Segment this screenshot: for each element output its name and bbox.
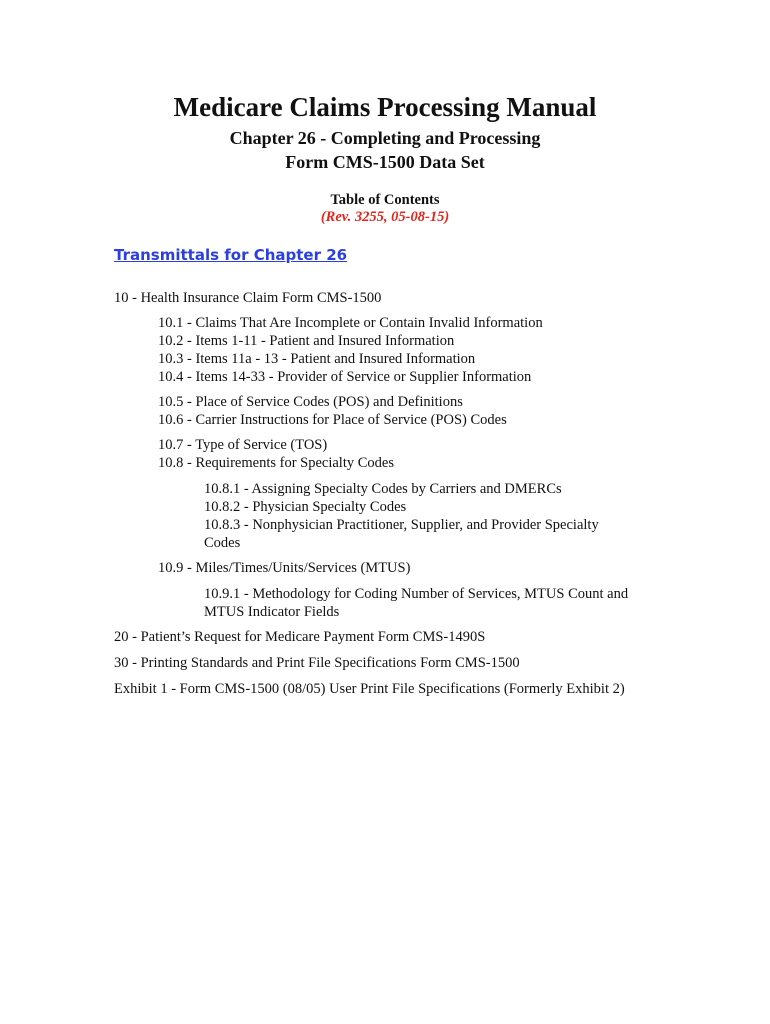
toc-entry-10[interactable]: 10 - Health Insurance Claim Form CMS-1500	[114, 290, 382, 306]
toc-entry-exhibit-1[interactable]: Exhibit 1 - Form CMS-1500 (08/05) User Print File Specifications (Formerly Exhibit 2)	[114, 681, 625, 697]
toc-entry-10-6[interactable]: 10.6 - Carrier Instructions for Place of Service (POS) Codes	[158, 412, 507, 428]
toc-entry-10-3[interactable]: 10.3 - Items 11a - 13 - Patient and Insured Information	[158, 351, 476, 367]
revision-note: (Rev. 3255, 05-08-15)	[320, 209, 450, 225]
chapter-title-line2: Form CMS-1500 Data Set	[285, 152, 485, 172]
toc-entry-10-2[interactable]: 10.2 - Items 1-11 - Patient and Insured Information	[158, 333, 455, 349]
toc-entry-10-7[interactable]: 10.7 - Type of Service (TOS)	[158, 437, 328, 453]
table-of-contents-heading: Table of Contents	[330, 192, 440, 208]
toc-entry-10-8-3[interactable]: 10.8.3 - Nonphysician Practitioner, Supplier, and Provider Specialty	[204, 517, 599, 533]
chapter-title-line1: Chapter 26 - Completing and Processing	[229, 128, 541, 148]
toc-entry-10-5[interactable]: 10.5 - Place of Service Codes (POS) and Definitions	[158, 394, 463, 410]
toc-entry-10-8-1[interactable]: 10.8.1 - Assigning Specialty Codes by Carriers and DMERCs	[204, 481, 562, 497]
toc-entry-10-9-1[interactable]: 10.9.1 - Methodology for Coding Number of Services, MTUS Count and	[204, 586, 629, 602]
toc-entry-10-1[interactable]: 10.1 - Claims That Are Incomplete or Contain Invalid Information	[158, 315, 543, 331]
manual-title: Medicare Claims Processing Manual	[173, 92, 597, 122]
toc-entry-10-8[interactable]: 10.8 - Requirements for Specialty Codes	[158, 455, 394, 471]
toc-entry-10-8-3-cont[interactable]: Codes	[204, 535, 241, 551]
toc-entry-10-4[interactable]: 10.4 - Items 14-33 - Provider of Service or Supplier Information	[158, 369, 532, 385]
toc-entry-10-9[interactable]: 10.9 - Miles/Times/Units/Services (MTUS)	[158, 560, 411, 576]
transmittals-link[interactable]: Transmittals for Chapter 26	[114, 246, 348, 264]
toc-entry-10-9-1-cont[interactable]: MTUS Indicator Fields	[204, 604, 340, 620]
toc-entry-20[interactable]: 20 - Patient’s Request for Medicare Payment Form CMS-1490S	[114, 629, 486, 645]
toc-entry-30[interactable]: 30 - Printing Standards and Print File Specifications Form CMS-1500	[114, 655, 520, 671]
toc-entry-10-8-2[interactable]: 10.8.2 - Physician Specialty Codes	[204, 499, 407, 515]
